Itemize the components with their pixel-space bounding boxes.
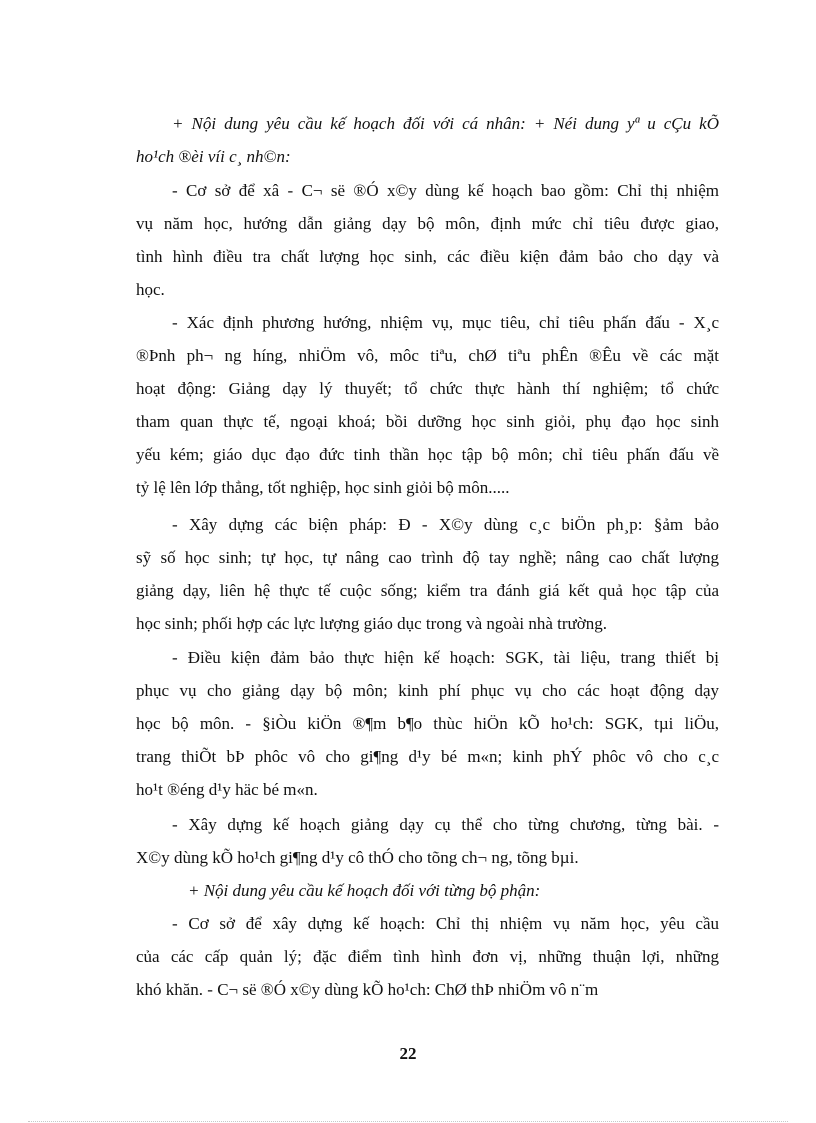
text-line: - Xây dựng các biện pháp: Đ - X©y dùng c¸c biÖn ph¸p: §ảm bảo xyxy=(172,515,719,534)
paragraph-department-plan-heading xyxy=(136,874,719,907)
page-number: 22 xyxy=(399,1044,417,1063)
paragraph-measures xyxy=(136,508,719,640)
text-line: phục vụ cho giảng dạy bộ môn; kinh phí phục vụ cho các hoạt động dạy xyxy=(136,681,719,700)
paragraph-personal-plan-heading xyxy=(136,107,719,173)
text-line: hoạt động: Giảng dạy lý thuyết; tổ chức thực hành thí nghiệm; tổ chức xyxy=(136,379,719,398)
paragraph-direction-goals xyxy=(136,306,719,504)
paragraph-lesson-plan xyxy=(136,808,719,874)
text-line: của các cấp quản lý; đặc điểm tình hình đơn vị, những thuận lợi, những xyxy=(136,947,719,966)
text-line: - Xác định phương hướng, nhiệm vụ, mục tiêu, chỉ tiêu phấn đấu - X¸c xyxy=(172,313,719,332)
text-line: vụ năm học, hướng dẫn giảng dạy bộ môn, định mức chỉ tiêu được giao, xyxy=(136,214,719,233)
text-line: X©y dùng kÕ ho¹ch gi¶ng d¹y cô thÓ cho tõng ch¬ ng, tõng bµi. xyxy=(136,848,579,867)
page-bottom-divider xyxy=(28,1121,788,1122)
text-line: trang thiÕt bÞ phôc vô cho gi¶ng d¹y bé m«n; kinh phÝ phôc vô cho c¸c xyxy=(136,747,719,766)
text-line: giảng dạy, liên hệ thực tế cuộc sống; kiểm tra đánh giá kết quả học tập của xyxy=(136,581,719,600)
text-line: học bộ môn. - §iÒu kiÖn ®¶m b¶o thùc hiÖn kÕ ho¹ch: SGK, tµi liÖu, xyxy=(136,714,719,733)
text-line: ®Þnh ph¬ ng híng, nhiÖm vô, môc tiªu, chØ tiªu phÊn ®Êu về các mặt xyxy=(136,346,719,365)
text-line: khó khăn. - C¬ së ®Ó x©y dùng kÕ ho¹ch: ChØ thÞ nhiÖm vô n¨m xyxy=(136,980,599,999)
text-line: học sinh; phối hợp các lực lượng giáo dục trong và ngoài nhà trường. xyxy=(136,614,608,633)
text-line: - Xây dựng kế hoạch giảng dạy cụ thể cho từng chương, từng bài. - xyxy=(172,815,719,834)
text-line: ho¹ch ®èi víi c¸ nh©n: xyxy=(136,147,291,166)
text-line: tỷ lệ lên lớp thẳng, tốt nghiệp, học sinh giỏi bộ môn..... xyxy=(136,478,510,497)
text-line: sỹ số học sinh; tự học, tự nâng cao trình độ tay nghề; nâng cao chất lượng xyxy=(136,548,719,567)
text-line: - Điều kiện đảm bảo thực hiện kế hoạch: SGK, tài liệu, trang thiết bị xyxy=(172,648,719,667)
paragraph-basis xyxy=(136,174,719,306)
text-line: - Cơ sở để xâ - C¬ së ®Ó x©y dùng kế hoạch bao gồm: Chỉ thị nhiệm xyxy=(172,181,719,200)
text-line: tham quan thực tế, ngoại khoá; bồi dưỡng học sinh giỏi, phụ đạo học sinh xyxy=(136,412,719,431)
text-line: tình hình điều tra chất lượng học sinh, các điều kiện đảm bảo cho dạy và xyxy=(136,247,719,266)
text-line: + Nội dung yêu cầu kế hoạch đối với từng bộ phận: xyxy=(188,881,541,900)
paragraph-department-basis xyxy=(136,907,719,1006)
paragraph-conditions xyxy=(136,641,719,806)
text-line: ho¹t ®éng d¹y häc bé m«n. xyxy=(136,780,318,799)
text-line: yếu kém; giáo dục đạo đức tinh thần học tập bộ môn; chỉ tiêu phấn đấu về xyxy=(136,445,719,464)
text-line: học. xyxy=(136,280,165,299)
text-line: - Cơ sở để xây dựng kế hoạch: Chỉ thị nhiệm vụ năm học, yêu cầu xyxy=(172,914,719,933)
text-line: + Nội dung yêu cầu kế hoạch đối với cá nhân: + Néi dung yª u cÇu kÕ xyxy=(172,114,719,133)
